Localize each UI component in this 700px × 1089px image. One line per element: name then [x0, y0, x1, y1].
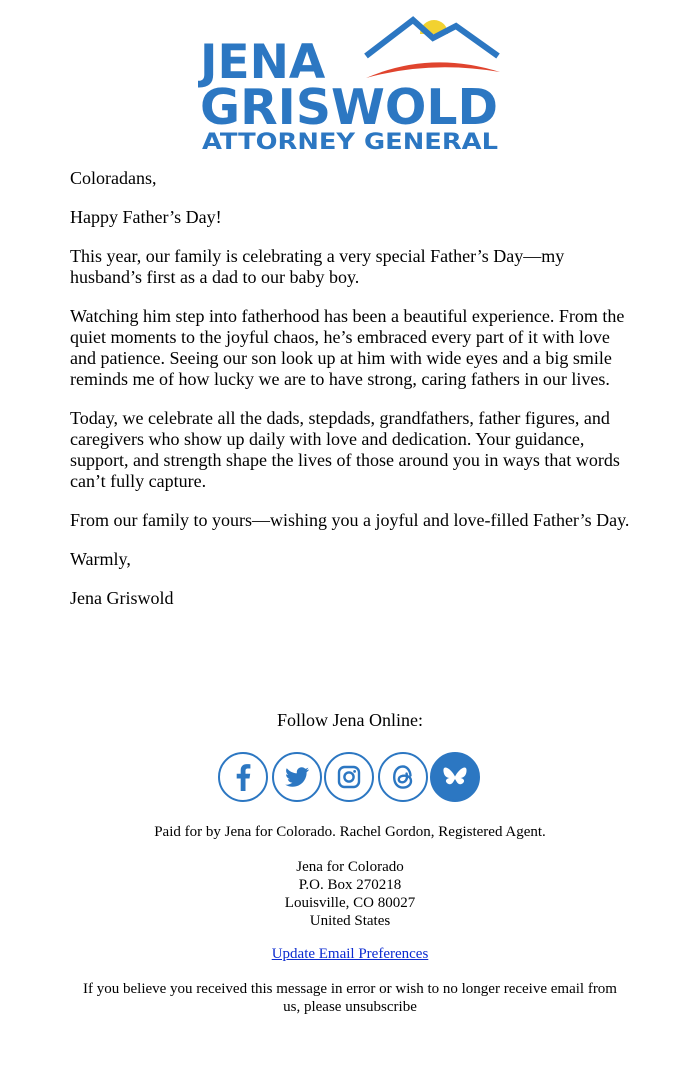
instagram-link[interactable]: [324, 752, 374, 802]
paragraph-1: This year, our family is celebrating a very special Father’s Day—my husband’s first as a dad to our baby boy.: [70, 246, 565, 287]
twitter-icon: [274, 754, 320, 800]
greeting: Happy Father’s Day!: [70, 207, 222, 227]
paragraph-4: From our family to yours—wishing you a joyful and love-filled Father’s Day.: [70, 510, 630, 530]
unsubscribe-text: If you believe you received this message in error or wish to no longer receive email from us, please unsubscribe: [83, 981, 617, 1015]
paragraph-3: Today, we celebrate all the dads, stepdads, grandfathers, father figures, and caregivers who show up daily with love and dedication. Your guidance, support, and strength shape the lives of those around you in ways that words can’t fully capture.: [70, 408, 620, 491]
salutation: Coloradans,: [70, 168, 157, 188]
bluesky-link[interactable]: [430, 752, 480, 802]
signature: Jena Griswold: [70, 588, 174, 608]
mailing-address: [0, 858, 700, 930]
preferences-row: [0, 945, 700, 963]
follow-label: Follow Jena Online:: [277, 710, 423, 730]
threads-link[interactable]: [378, 752, 428, 802]
swoosh-icon: [366, 62, 500, 78]
facebook-link[interactable]: [218, 752, 268, 802]
campaign-logo: [198, 14, 508, 154]
address-city: Louisville, CO 80027: [284, 895, 416, 911]
address-po-box: P.O. Box 270218: [298, 877, 402, 893]
threads-icon: [380, 754, 426, 800]
paragraph-2: Watching him step into fatherhood has been a beautiful experience. From the quiet moments to the joyful chaos, he’s embraced every part of it with love and patience. Seeing our son look up at him with wide eyes and a big smile reminds me of how lucky we are to have strong, caring fathers in our lives.: [70, 306, 625, 389]
letter-body: [70, 168, 635, 627]
bluesky-icon: [432, 754, 478, 800]
update-email-preferences-link[interactable]: Update Email Preferences: [271, 946, 429, 962]
logo-griswold: GRISWOLD: [200, 79, 498, 136]
facebook-icon: [220, 754, 266, 800]
closing: Warmly,: [70, 549, 131, 569]
logo-jena: JENA: [200, 35, 326, 90]
address-name: Jena for Colorado: [296, 859, 404, 875]
instagram-icon: [326, 754, 372, 800]
twitter-link[interactable]: [272, 752, 322, 802]
social-links: [218, 752, 484, 806]
paid-for-disclaimer: Paid for by Jena for Colorado. Rachel Gordon, Registered Agent.: [154, 824, 546, 840]
footer-follow: [0, 708, 700, 732]
logo-attorney-general: ATTORNEY GENERAL: [202, 130, 498, 154]
address-country: United States: [309, 913, 391, 929]
